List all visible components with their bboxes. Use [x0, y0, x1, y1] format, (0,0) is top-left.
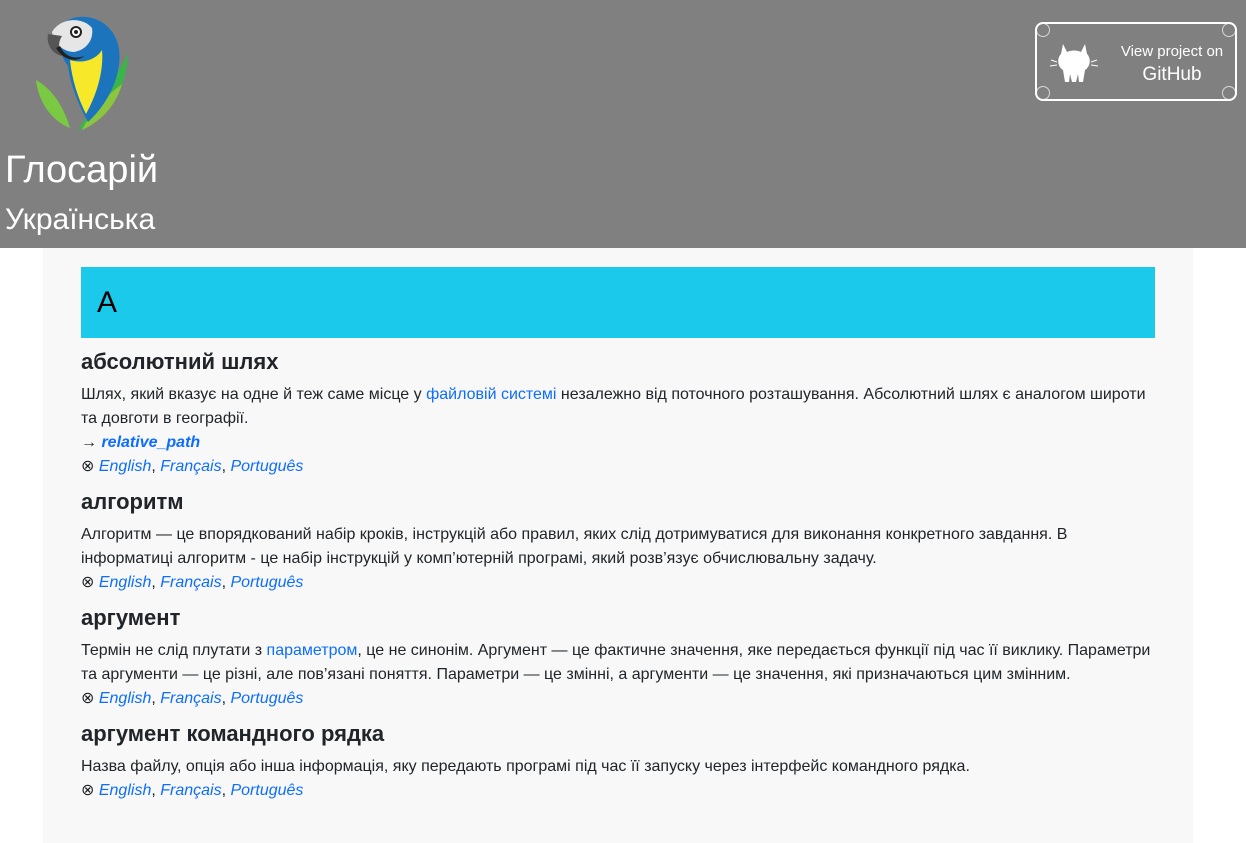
glossary-entry — [81, 719, 1155, 803]
glossary-content — [43, 248, 1193, 843]
language-links: ⊗ English, Français, Português — [81, 690, 304, 707]
definition-text: Алгоритм — це впорядкований набір кроків, інструкцій або правил, яких слід дотримуватися для виконання конкретного завдання. В інформатиці алгоритм - це набір інструкцій у комп’ютерній програмі, який розв’язує обчислювальну задачу. — [81, 526, 1068, 567]
lang-link-french[interactable]: Français — [160, 574, 222, 591]
see-also-link[interactable]: relative_path — [101, 434, 201, 451]
entry-term: аргумент — [81, 605, 181, 630]
parrot-logo[interactable] — [30, 10, 132, 132]
language-links: ⊗ English, Français, Português — [81, 782, 304, 799]
entry-term: аргумент командного рядка — [81, 721, 385, 746]
section-letter: A — [97, 285, 118, 319]
entry-term: абсолютний шлях — [81, 349, 279, 374]
view-on-github-button[interactable] — [1035, 22, 1237, 101]
corner-dot — [1222, 86, 1236, 100]
lang-link-french[interactable]: Français — [160, 458, 222, 475]
definition-text: Термін не слід плутати з — [81, 642, 267, 659]
definition-text: незалежно від поточного розташування. Абсолютний шлях є аналогом широти та довготи в географії. — [81, 386, 1146, 427]
definition-text: Шлях, який вказує на одне й теж саме місце у — [81, 386, 427, 403]
corner-dot — [1036, 86, 1050, 100]
translate-icon: ⊗ — [81, 458, 95, 475]
lang-link-english[interactable]: English — [98, 574, 152, 591]
github-octocat-icon — [1049, 36, 1099, 86]
glossary-entry — [81, 487, 1155, 595]
arrow-icon: → — [81, 434, 97, 451]
translate-icon: ⊗ — [81, 782, 95, 799]
glossary-entry — [81, 603, 1155, 711]
lang-link-portuguese[interactable]: Português — [230, 690, 304, 707]
entry-definition — [81, 383, 1155, 431]
lang-link-portuguese[interactable]: Português — [230, 458, 304, 475]
page-subtitle: Українська — [5, 203, 156, 236]
lang-link-english[interactable]: English — [98, 690, 152, 707]
parameter-link[interactable]: параметром — [266, 642, 358, 659]
lang-link-english[interactable]: English — [98, 782, 152, 799]
glossary-entry — [81, 347, 1155, 479]
lang-link-portuguese[interactable]: Português — [230, 782, 304, 799]
language-links: ⊗ English, Français, Português — [81, 458, 304, 475]
corner-dot — [1036, 23, 1050, 37]
entry-term: алгоритм — [81, 489, 184, 514]
filesystem-link[interactable]: файловій системі — [426, 386, 557, 403]
github-button-line2: GitHub — [1142, 64, 1202, 85]
translate-icon: ⊗ — [81, 574, 95, 591]
lang-link-portuguese[interactable]: Português — [230, 574, 304, 591]
corner-dot — [1222, 23, 1236, 37]
entry-definition — [81, 639, 1155, 687]
lang-link-french[interactable]: Français — [160, 782, 222, 799]
definition-text: , це не синонім. Аргумент — це фактичне значення, яке передається функції під час її виклику. Параметри та аргументи — це різні, але пов’язані поняття. Параметри — це змінні, а аргументи — це значення, які призначаються цим змінним. — [81, 642, 1151, 683]
entry-definition — [81, 523, 1155, 571]
github-button-line1: View project on — [1120, 43, 1224, 60]
entry-definition — [81, 755, 1155, 779]
definition-text: Назва файлу, опція або інша інформація, яку передають програмі під час її запуску через інтерфейс командного рядка. — [81, 758, 970, 775]
entry-list — [43, 347, 1193, 803]
lang-link-english[interactable]: English — [98, 458, 152, 475]
language-links: ⊗ English, Français, Português — [81, 574, 304, 591]
translate-icon: ⊗ — [81, 690, 95, 707]
site-header — [0, 0, 1246, 248]
see-also — [81, 431, 1155, 455]
section-letter-bar — [81, 267, 1155, 338]
page-title: Глосарій — [5, 149, 159, 191]
lang-link-french[interactable]: Français — [160, 690, 222, 707]
